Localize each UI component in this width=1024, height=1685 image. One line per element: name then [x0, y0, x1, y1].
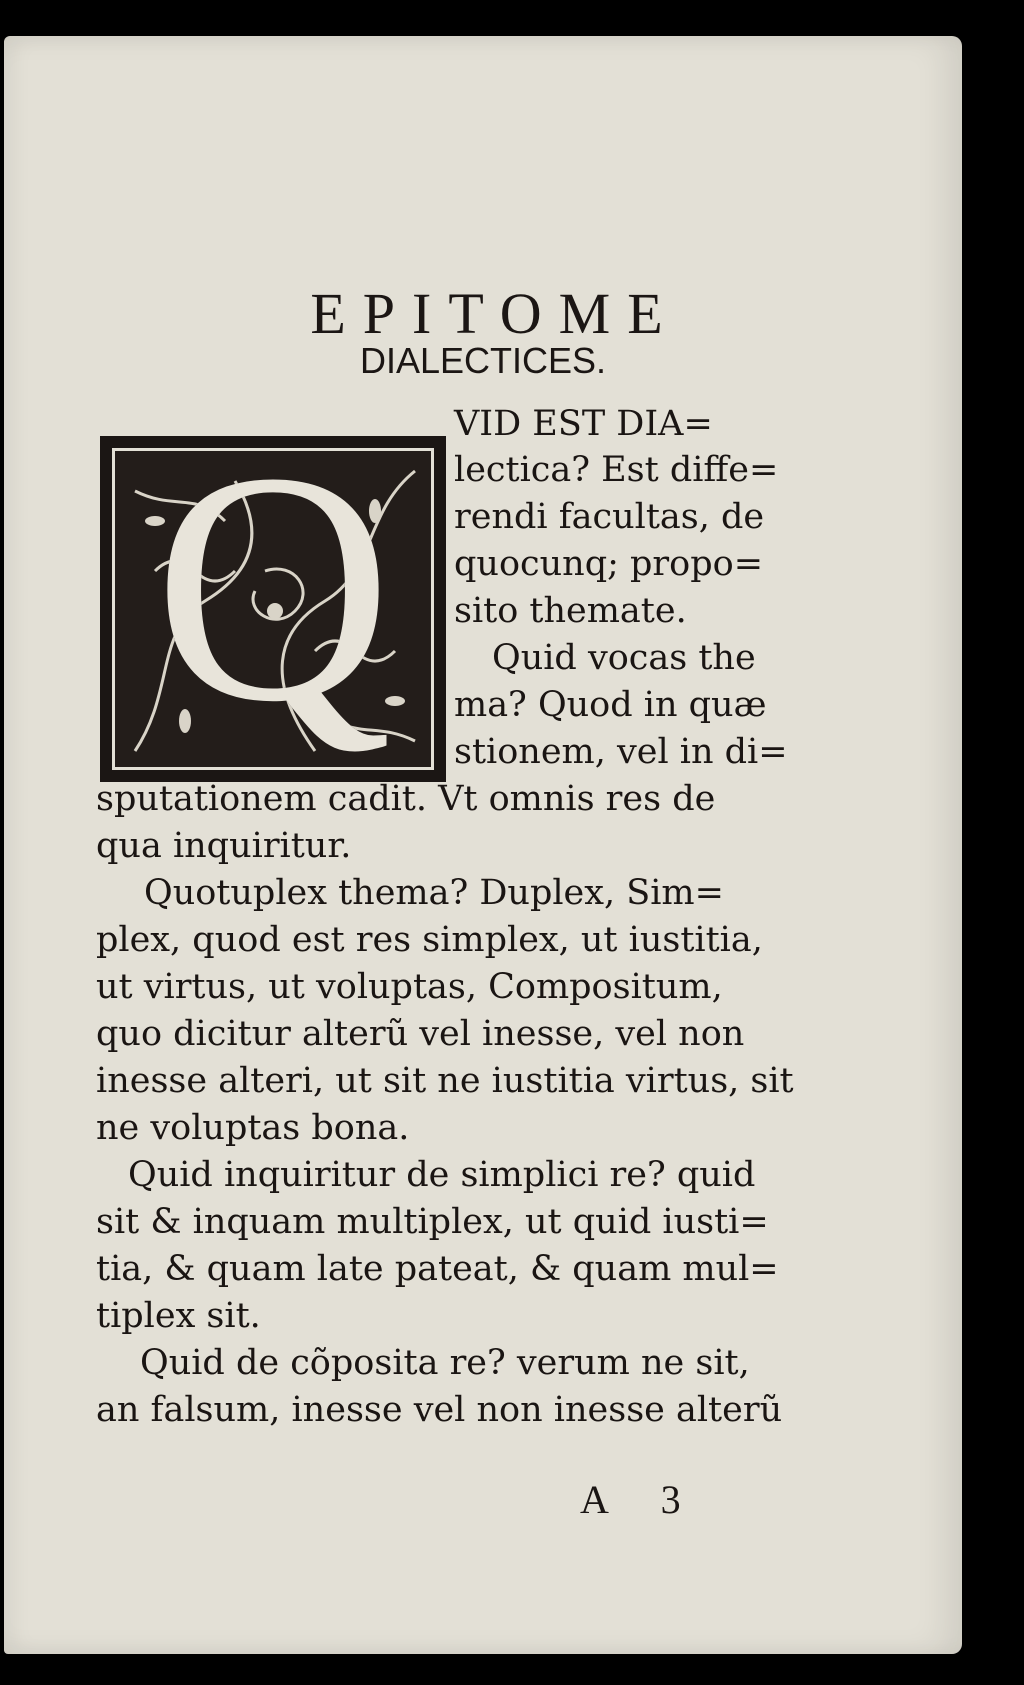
text-line: ma? Quod in quæ	[454, 685, 767, 725]
signature-mark: A 3	[580, 1477, 703, 1522]
text-line: qua inquiritur.	[96, 826, 352, 866]
text-line: ne voluptas bona.	[96, 1108, 410, 1148]
text-line: inesse alteri, ut sit ne iustitia virtus, sit	[96, 1061, 794, 1101]
text-line: VID EST DIA=	[454, 404, 713, 444]
text-line: tia, & quam late pateat, & quam mul=	[96, 1249, 779, 1289]
initial-ornament	[112, 448, 434, 770]
page-subtitle: DIALECTICES.	[359, 340, 607, 381]
text-line: Quid vocas the	[492, 638, 756, 678]
text-line: quo dicitur alterũ vel inesse, vel non	[96, 1014, 745, 1054]
text-line: quocunq; propo=	[454, 544, 764, 584]
text-line: plex, quod est res simplex, ut iustitia,	[96, 920, 763, 960]
text-line: an falsum, inesse vel non inesse alterũ	[96, 1390, 783, 1430]
book-page	[4, 36, 962, 1654]
text-line: Quotuplex thema? Duplex, Sim=	[144, 873, 724, 913]
text-line: Quid de cõposita re? verum ne sit,	[140, 1343, 750, 1383]
page-title: EPITOME	[310, 281, 680, 346]
text-line: rendi facultas, de	[454, 497, 765, 537]
text-line: Quid inquiritur de simplici re? quid	[128, 1155, 756, 1195]
initial-letter: Q	[153, 448, 393, 770]
text-line: tiplex sit.	[96, 1296, 261, 1336]
text-line: sit & inquam multiplex, ut quid iusti=	[96, 1202, 769, 1242]
decorated-initial	[100, 436, 446, 782]
text-line: stionem, vel in di=	[454, 732, 788, 772]
text-line: ut virtus, ut voluptas, Compositum,	[96, 967, 723, 1007]
text-line: sputationem cadit. Vt omnis res de	[96, 779, 716, 819]
text-line: lectica? Est diffe=	[454, 450, 779, 490]
text-line: sito themate.	[454, 591, 687, 631]
